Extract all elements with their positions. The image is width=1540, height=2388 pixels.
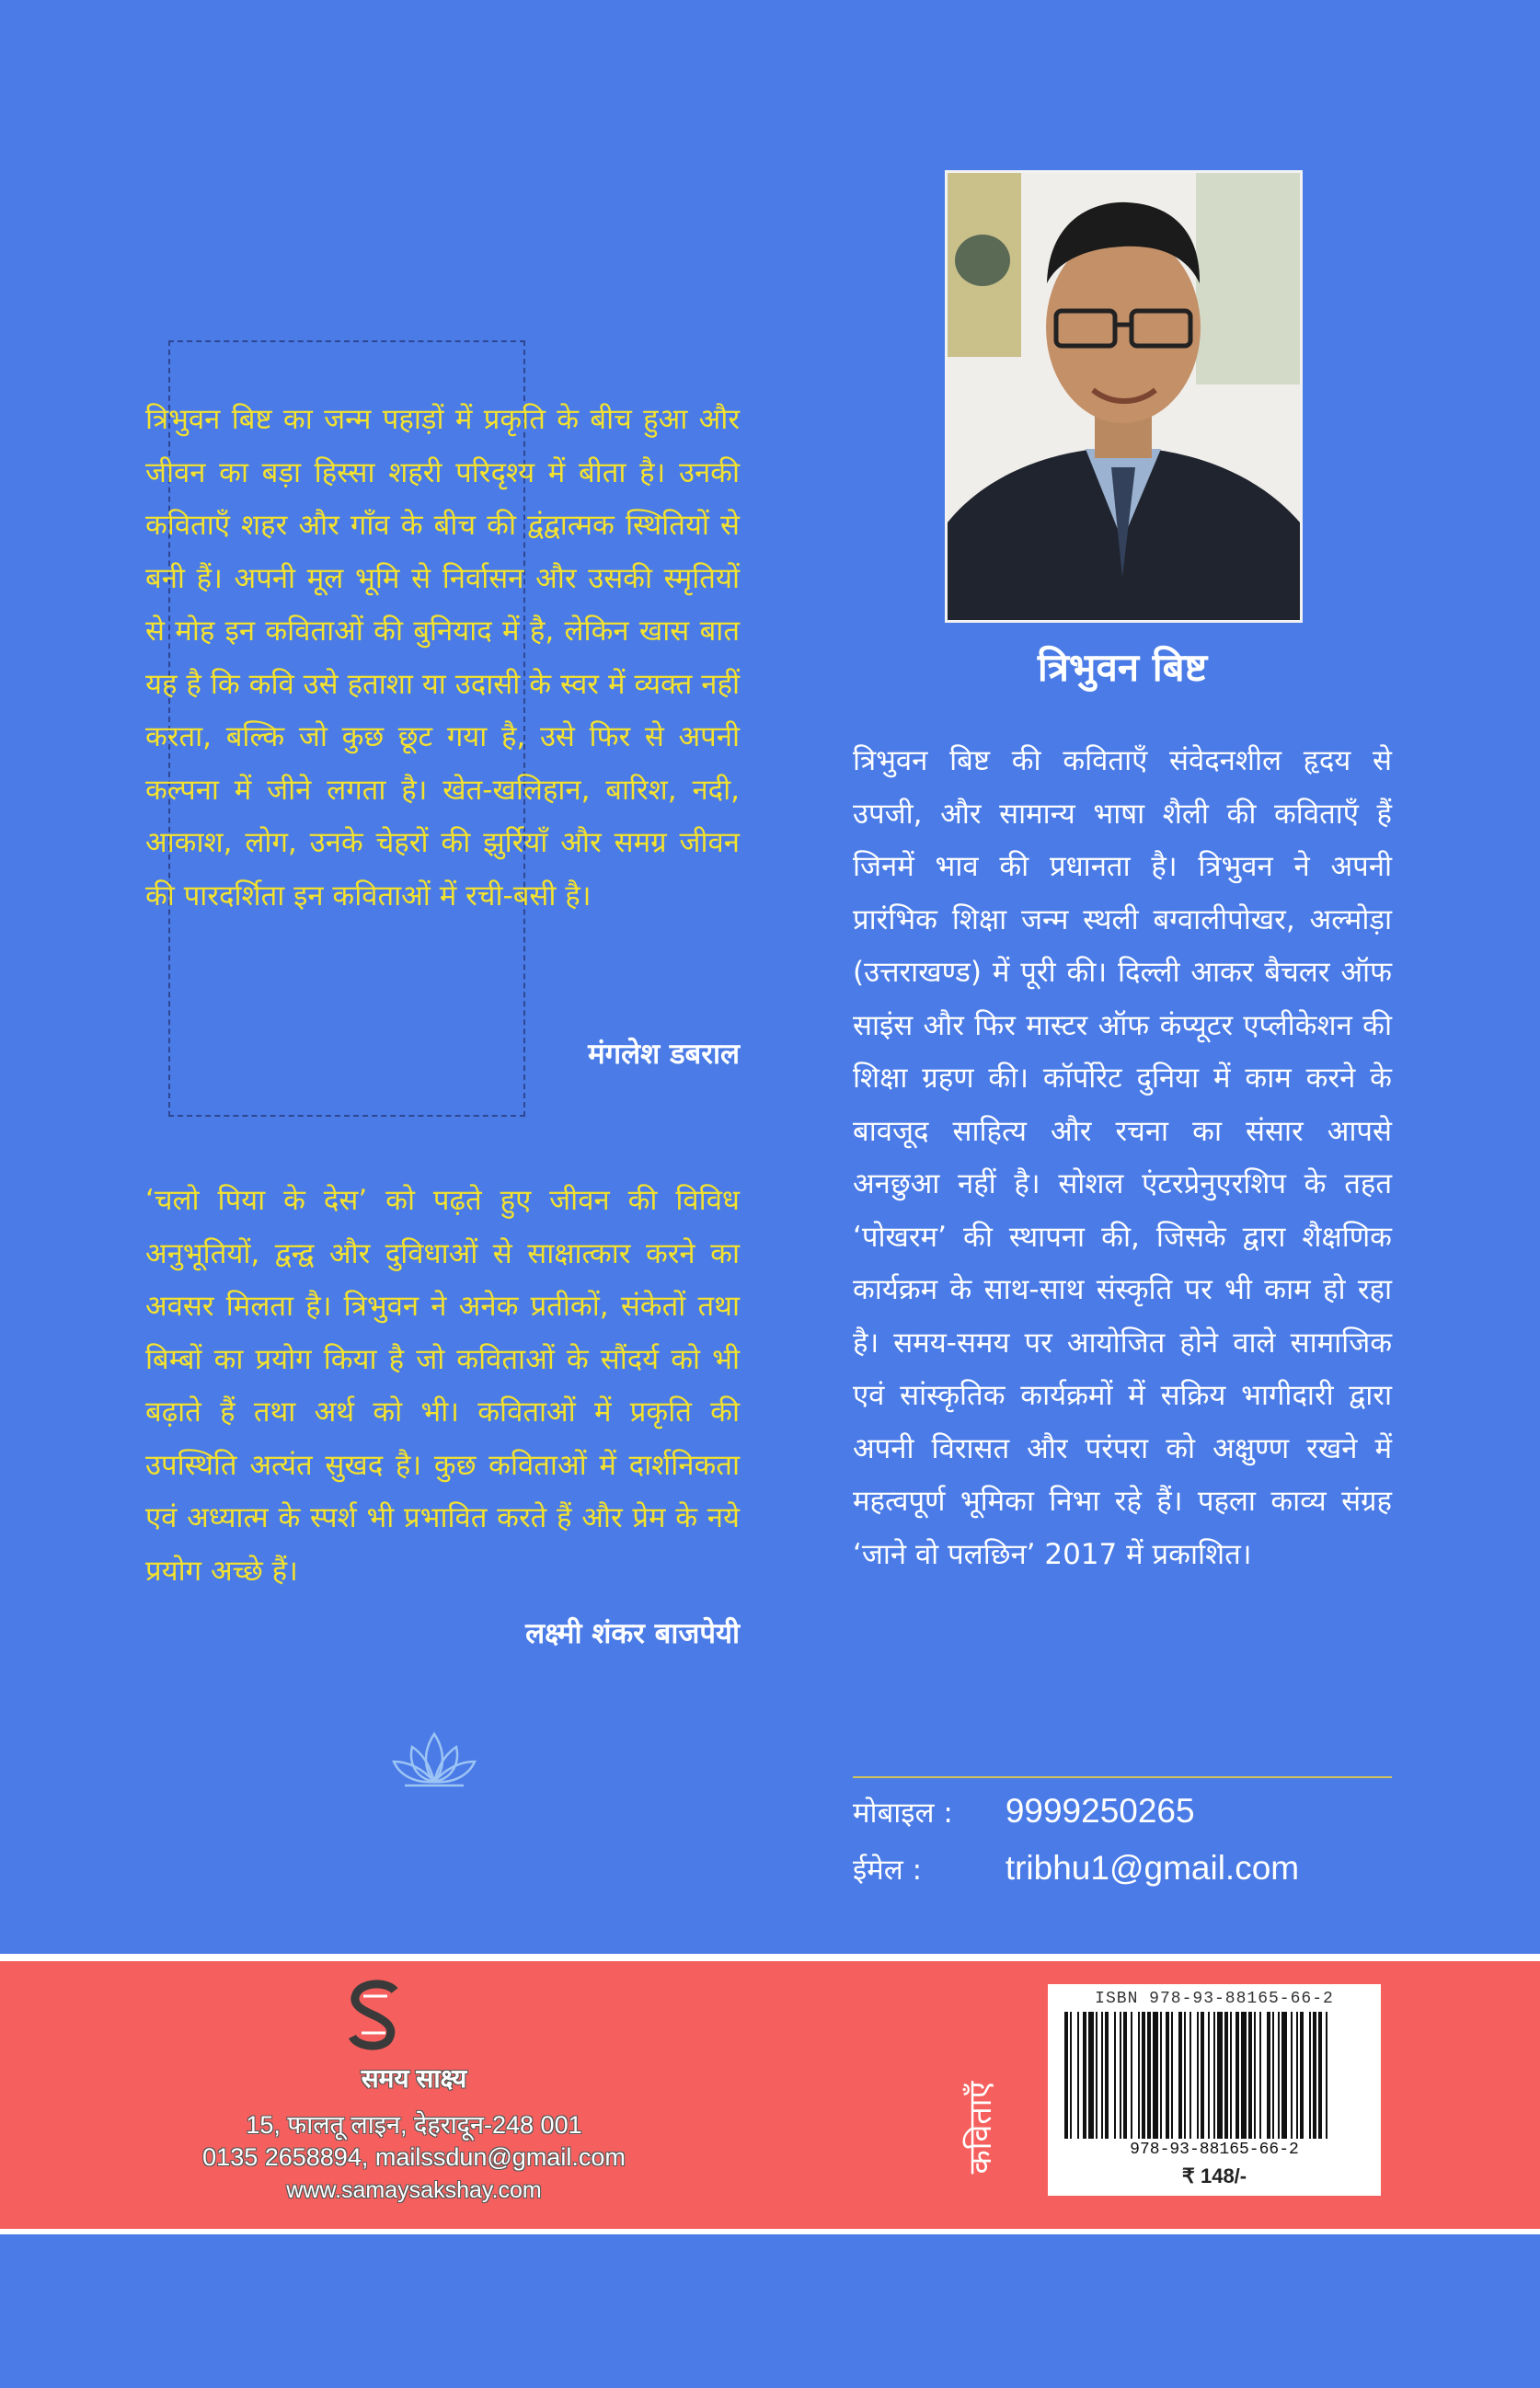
mobile-label: मोबाइल : bbox=[853, 1797, 953, 1830]
isbn-text-bottom: 978-93-88165-66-2 bbox=[1130, 2141, 1299, 2159]
author-bio: त्रिभुवन बिष्ट की कविताएँ संवेदनशील हृदय से उपजी, और सामान्य भाषा शैली की कविताएँ हैं जिनमें भाव की प्रधानता है। त्रिभुवन ने अपनी प्रारंभिक शिक्षा जन्म स्थली बग्वालीपोखर, अल्मोड़ा (उत्तराखण्ड) में पूरी की। दिल्ली आकर बैचलर ऑफ साइंस और फिर मास्टर ऑफ कंप्यूटर एप्लीकेशन की शिक्षा ग्रहण की। कॉर्पोरेट दुनिया में काम करने के बावजूद साहित्य और रचना का संसार आपसे अनछुआ नहीं है। सोशल एंटरप्रेनुएरशिप के तहत ‘पोखरम’ की स्थापना की, जिसके द्वारा शैक्षणिक कार्यक्रम के साथ-साथ संस्कृति पर भी काम हो रहा है। समय-समय पर आयोजित होने वाले सामाजिक एवं सांस्कृतिक कार्यक्रमों में सक्रिय भागीदारी द्वारा अपनी विरासत और परंपरा को अक्षुण्ण रखने में महत्वपूर्ण भूमिका निभा रहे हैं। पहला काव्य संग्रह ‘जाने वो पलछिन’ 2017 में प्रकाशित। bbox=[853, 744, 1392, 1571]
lotus-ornament-icon bbox=[388, 1727, 480, 1797]
publisher-address: 15, फालतू लाइन, देहरादून-248 001 bbox=[246, 2111, 582, 2139]
author-photo bbox=[945, 170, 1303, 623]
email-address: tribhu1@gmail.com bbox=[1005, 1849, 1300, 1887]
contact-mobile bbox=[853, 1792, 1195, 1831]
blurb-paragraph-2: ‘चलो पिया के देस’ को पढ़ते हुए जीवन की विविध अनुभूतियों, द्वन्द्व और दुविधाओं से साक्षात्कार करने का अवसर मिलता है। त्रिभुवन ने अनेक प्रतीकों, संकेतों तथा बिम्बों का प्रयोग किया है जो कविताओं के सौंदर्य को भी बढ़ाते हैं तथा अर्थ को भी। कविताओं में प्रकृति की उपस्थिति अत्यंत सुखद है। कुछ कविताओं में दार्शनिकता एवं अध्यात्म के स्पर्श भी प्रभावित करते हैं और प्रेम के नये प्रयोग अच्छे हैं। bbox=[145, 1184, 740, 1588]
contact-email bbox=[853, 1849, 1299, 1889]
publisher-name: समय साक्ष्य bbox=[361, 2064, 467, 2093]
price: ₹ 148/- bbox=[1181, 2164, 1247, 2187]
author-name: त्रिभुवन बिष्ट bbox=[1037, 645, 1208, 690]
publisher-website: www.samaysakshay.com bbox=[286, 2177, 542, 2203]
isbn-barcode bbox=[1048, 1984, 1381, 2196]
divider bbox=[853, 1776, 1392, 1778]
category-label: कविताएँ bbox=[962, 2081, 999, 2175]
publisher-logo-icon bbox=[343, 1978, 406, 2055]
blurb-signature-2: लक्ष्मी शंकर बाजपेयी bbox=[525, 1617, 740, 1650]
blurb-paragraph-1: त्रिभुवन बिष्ट का जन्म पहाड़ों में प्रकृति के बीच हुआ और जीवन का बड़ा हिस्सा शहरी परिदृश्य में बीता है। उनकी कविताएँ शहर और गाँव के बीच की द्वंद्वात्मक स्थितियों से बनी हैं। अपनी मूल भूमि से निर्वासन और उसकी स्मृतियों से मोह इन कविताओं की बुनियाद में है, लेकिन खास बात यह है कि कवि उसे हताशा या उदासी के स्वर में व्यक्त नहीं करता, बल्कि जो कुछ छूट गया है, उसे फिर से अपनी कल्पना में जीने लगता है। खेत-खलिहान, बारिश, नदी, आकाश, लोग, उनके चेहरों की झुर्रियाँ और समग्र जीवन की पारदर्शिता इन कविताओं में रची-बसी है। bbox=[145, 403, 740, 913]
isbn-text-top: ISBN 978-93-88165-66-2 bbox=[1095, 1990, 1334, 2008]
barcode-bars bbox=[1048, 2012, 1381, 2141]
email-label: ईमेल : bbox=[853, 1854, 923, 1887]
band-border-top bbox=[0, 1954, 1540, 1961]
mobile-number: 9999250265 bbox=[1005, 1792, 1195, 1830]
band-border-bottom bbox=[0, 2229, 1540, 2234]
blurb-signature-1: मंगलेश डबराल bbox=[588, 1038, 740, 1071]
publisher-contact: 0135 2658894, mailssdun@gmail.com bbox=[202, 2143, 626, 2171]
